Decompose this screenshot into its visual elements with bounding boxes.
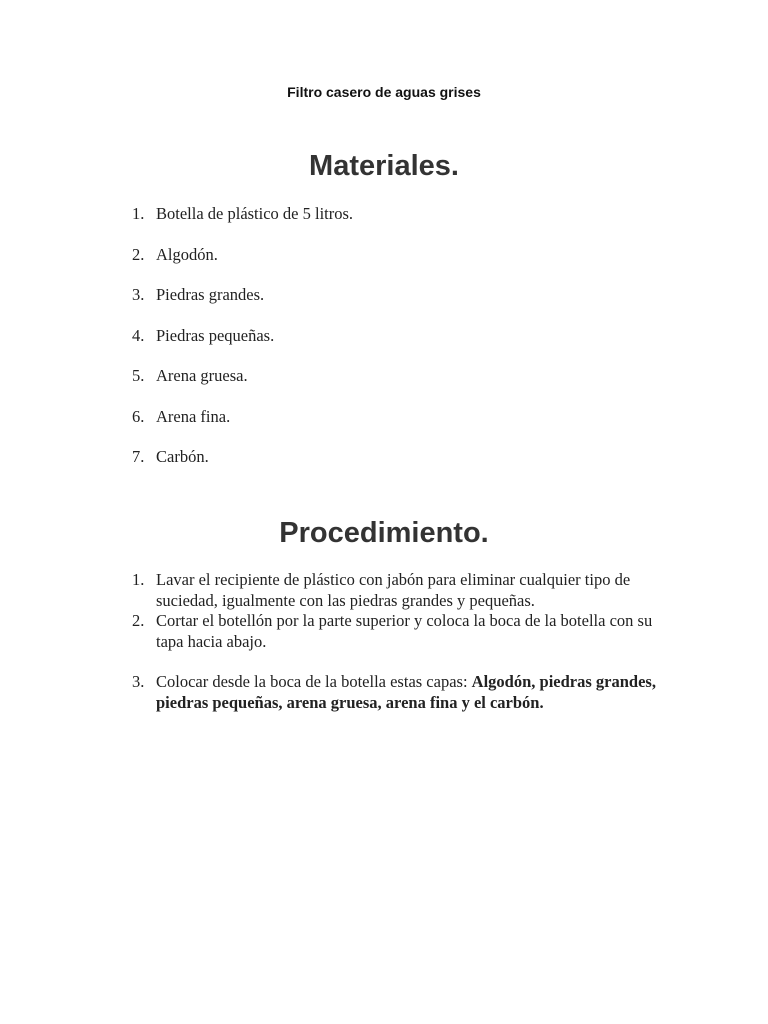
item-number: 3. [132, 285, 145, 304]
list-item [0, 611, 768, 652]
item-bold-text: Algodón, piedras grandes, piedras pequeñas, arena gruesa, arena fina y el carbón. [156, 672, 656, 712]
item-number: 3. [132, 672, 145, 691]
document-title: Filtro casero de aguas grises [287, 84, 481, 100]
item-text: Piedras pequeñas. [156, 325, 275, 345]
item-text: Carbón. [156, 447, 209, 466]
list-item [0, 570, 768, 611]
item-text: Arena fina. [156, 406, 231, 426]
item-text: Cortar el botellón por la parte superior y coloca la boca de la botella con su tapa hacia abajo. [156, 611, 653, 651]
list-item [0, 672, 768, 713]
item-text: Colocar desde la boca de la botella estas capas: [156, 672, 472, 691]
item-text: Arena gruesa. [156, 366, 248, 385]
item-number: 6. [132, 406, 145, 426]
list-item [0, 245, 768, 286]
item-number: 5. [132, 366, 145, 385]
item-text: Lavar el recipiente de plástico con jabón para eliminar cualquier tipo de suciedad, igualmente con las piedras grandes y pequeñas. [156, 570, 631, 610]
list-item [0, 407, 768, 448]
item-number: 1. [132, 204, 145, 223]
materiales-heading: Materiales. [309, 150, 459, 182]
list-item [0, 447, 768, 488]
list-item [0, 366, 768, 407]
item-text: Piedras grandes. [156, 285, 265, 304]
item-number: 4. [132, 325, 145, 345]
item-text: Algodón. [156, 244, 218, 264]
item-number: 1. [132, 570, 145, 589]
list-item [0, 204, 768, 245]
materiales-list [0, 204, 768, 488]
item-text: Botella de plástico de 5 litros. [156, 204, 354, 223]
item-number: 2. [132, 611, 145, 630]
list-item [0, 285, 768, 326]
item-number: 2. [132, 244, 145, 264]
item-number: 7. [132, 447, 145, 466]
procedimiento-list [0, 570, 768, 713]
list-item [0, 326, 768, 367]
procedimiento-heading: Procedimiento. [279, 517, 489, 549]
